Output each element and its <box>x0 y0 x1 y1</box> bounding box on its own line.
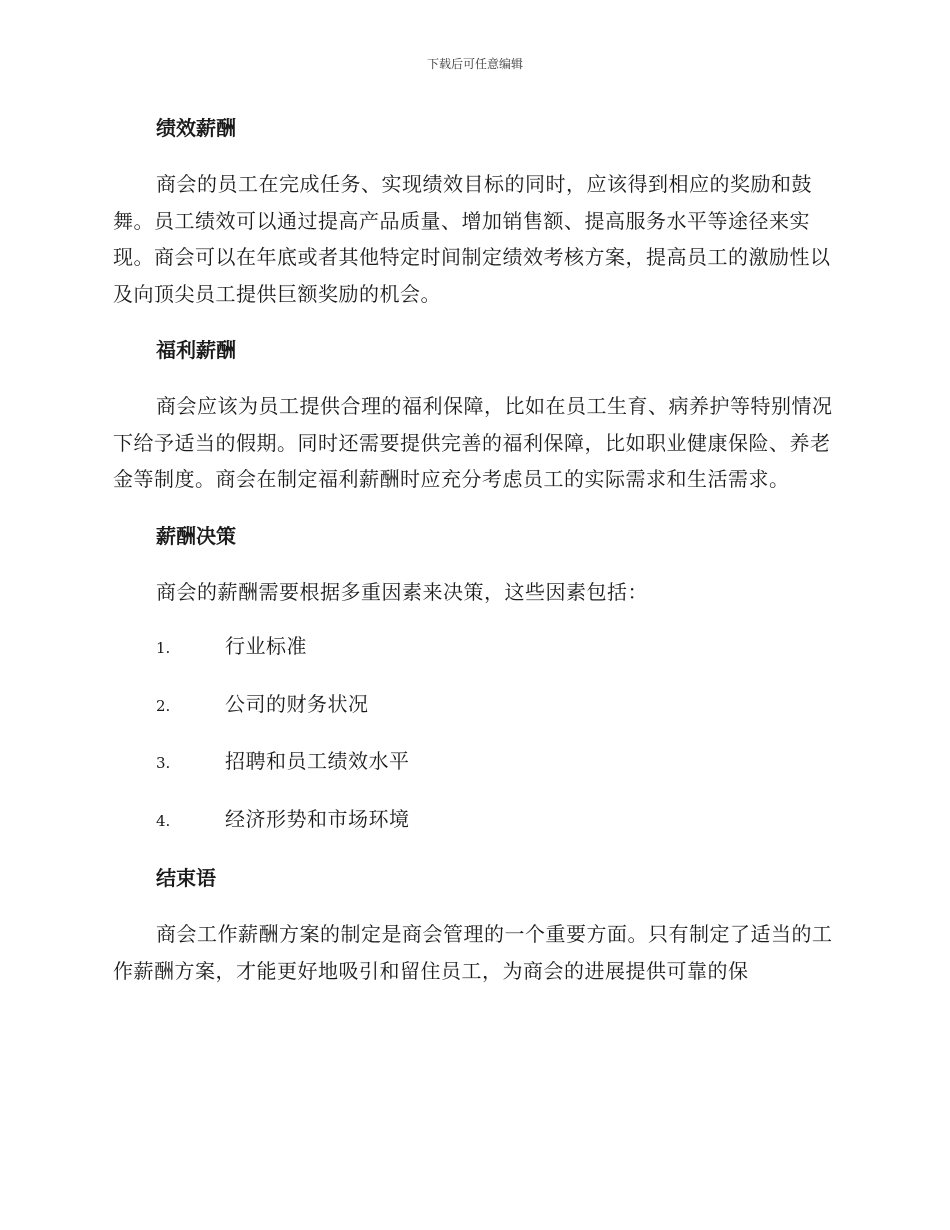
list-item <box>113 803 833 839</box>
section-intro-decision: 商会的薪酬需要根据多重因素来决策，这些因素包括： <box>156 579 648 604</box>
section-body-performance: 商会的员工在完成任务、实现绩效目标的同时，应该得到相应的奖励和鼓舞。员工绩效可以通过提高产品质量、增加销售额、提高服务水平等途径来实现。商会可以在年底或者其他特定时间制定绩效考核方案，提高员工的激励性以及向顶尖员工提供巨额奖励的机会。 <box>113 172 831 306</box>
header-note: 下载后可任意编辑 <box>426 57 523 71</box>
document-body <box>113 110 833 1009</box>
list-item <box>113 688 833 724</box>
list-item <box>113 630 833 666</box>
list-item-number: 4. <box>156 811 171 830</box>
section-heading-performance: 绩效薪酬 <box>156 116 236 140</box>
list-item-text: 招聘和员工绩效水平 <box>225 749 410 773</box>
list-item <box>113 745 833 781</box>
decision-factor-list <box>113 630 833 839</box>
section-heading-conclusion: 结束语 <box>156 866 216 890</box>
list-item-number: 1. <box>156 639 171 657</box>
section-body-welfare: 商会应该为员工提供合理的福利保障，比如在员工生育、病养护等特别情况下给予适当的假期。同时还需要提供完善的福利保障，比如职业健康保险、养老金等制度。商会在制定福利薪酬时应充分考虑员工的实际需求和生活需求。 <box>113 394 833 491</box>
list-item-number: 3. <box>156 754 171 772</box>
list-item-text: 行业标准 <box>225 634 307 658</box>
list-item-text: 公司的财务状况 <box>225 691 369 716</box>
section-heading-welfare: 福利薪酬 <box>156 338 236 362</box>
section-body-conclusion: 商会工作薪酬方案的制定是商会管理的一个重要方面。只有制定了适当的工作薪酬方案，才能更好地吸引和留住员工，为商会的进展提供可靠的保 <box>113 922 833 983</box>
list-item-text: 经济形势和市场环境 <box>225 806 410 831</box>
list-item-number: 2. <box>156 696 171 715</box>
section-heading-decision: 薪酬决策 <box>156 523 236 548</box>
